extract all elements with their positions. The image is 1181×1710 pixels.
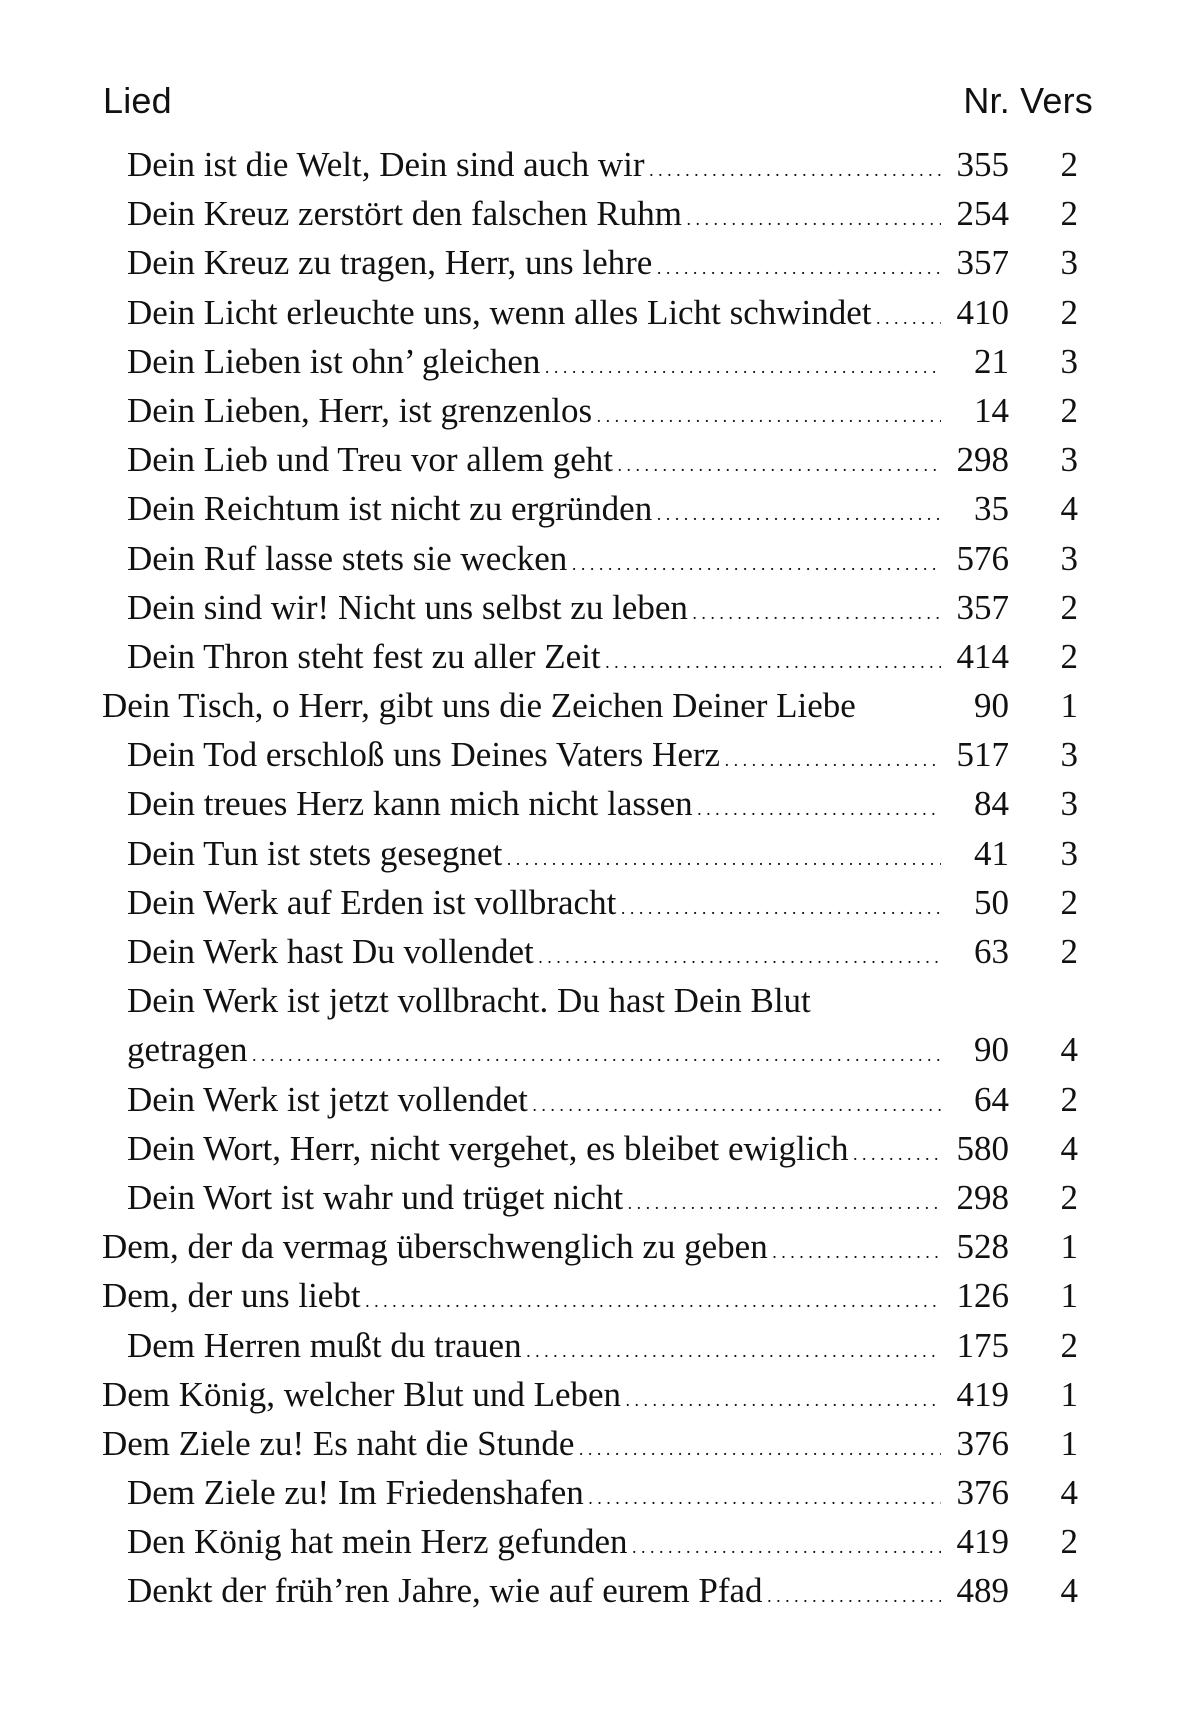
entry-number: 580 (956, 1128, 1009, 1168)
entry-verse: 1 (1060, 1374, 1078, 1414)
entry-verse: 4 (1060, 1128, 1078, 1168)
entry-number: 84 (974, 784, 1009, 824)
index-entry (0, 1321, 1181, 1370)
index-entry (0, 288, 1181, 337)
entry-number: 41 (974, 833, 1009, 873)
index-entry (0, 583, 1181, 632)
entry-verse: 2 (1060, 145, 1078, 184)
entry-number: 355 (956, 145, 1009, 184)
index-entry (0, 1025, 1181, 1074)
index-list (0, 140, 1181, 1616)
index-entry (0, 386, 1181, 435)
entry-verse: 3 (1060, 538, 1078, 578)
entry-verse: 4 (1060, 489, 1078, 529)
index-entry (0, 484, 1181, 533)
index-entry (0, 779, 1181, 828)
entry-number: 414 (956, 636, 1009, 676)
entry-verse: 2 (1060, 587, 1078, 627)
entry-verse: 1 (1060, 1227, 1078, 1267)
entry-title: Dein Lieb und Treu vor allem geht . . . (127, 435, 941, 490)
entry-number: 528 (956, 1227, 1009, 1267)
entry-title: Dein Werk ist jetzt vollendet . . . (127, 1075, 941, 1130)
entry-number: 50 (974, 882, 1009, 922)
entry-verse: 3 (1060, 833, 1078, 873)
index-entry (0, 337, 1181, 386)
entry-number: 489 (956, 1571, 1009, 1611)
entry-verse: 2 (1060, 1079, 1078, 1119)
entry-title: Dem, der uns liebt . . . (102, 1271, 941, 1326)
entry-verse: 3 (1060, 440, 1078, 480)
entry-title: Dein Werk ist jetzt vollbracht. Du hast Dein Blut (127, 981, 811, 1021)
index-entry (0, 1566, 1181, 1615)
entry-verse: 2 (1060, 882, 1078, 922)
index-entry (0, 238, 1181, 287)
entry-number: 517 (956, 735, 1009, 775)
entry-number: 357 (956, 587, 1009, 627)
index-entry (0, 927, 1181, 976)
index-entry (0, 1468, 1181, 1517)
entry-title: Dein Wort, Herr, nicht vergehet, es bleibet ewiglich . . . (127, 1124, 941, 1179)
entry-number: 63 (974, 932, 1009, 971)
index-entry (0, 878, 1181, 927)
index-entry (0, 1271, 1181, 1320)
entry-title: Dein Thron steht fest zu aller Zeit . . . (127, 632, 941, 687)
entry-title: Dem Herren mußt du trauen . . . (127, 1321, 941, 1376)
entry-number: 419 (956, 1374, 1009, 1414)
entry-number: 90 (974, 686, 1009, 726)
entry-verse: 3 (1060, 784, 1078, 824)
index-entry (0, 1419, 1181, 1468)
entry-verse: 2 (1060, 932, 1078, 971)
entry-title: Dein Wort ist wahr und trüget nicht . . . (127, 1173, 941, 1228)
entry-verse: 1 (1060, 1423, 1078, 1463)
entry-title: Dein Lieben ist ohn’ gleichen . . . (127, 337, 941, 392)
entry-title: Dem, der da vermag überschwenglich zu geben . . . (102, 1222, 941, 1277)
entry-verse: 3 (1060, 243, 1078, 283)
index-entry (0, 1517, 1181, 1566)
entry-verse: 4 (1060, 1571, 1078, 1611)
entry-title: Dein sind wir! Nicht uns selbst zu leben . . . (127, 583, 941, 638)
entry-title: Den König hat mein Herz gefunden . . . (127, 1517, 941, 1572)
entry-number: 357 (956, 243, 1009, 283)
entry-title: Dein treues Herz kann mich nicht lassen . . . (127, 779, 941, 834)
index-entry (0, 1173, 1181, 1222)
entry-title: Dein Tun ist stets gesegnet . . . (127, 829, 941, 884)
index-entry (0, 140, 1181, 189)
entry-verse: 3 (1060, 735, 1078, 775)
entry-title: Dem Ziele zu! Es naht die Stunde . . . (102, 1419, 941, 1474)
entry-number: 576 (956, 538, 1009, 578)
entry-verse: 1 (1060, 1276, 1078, 1316)
entry-title: Dem König, welcher Blut und Leben . . . (102, 1370, 941, 1425)
entry-verse: 3 (1060, 341, 1078, 381)
entry-verse: 1 (1060, 686, 1078, 726)
entry-title: Dein Lieben, Herr, ist grenzenlos . . . (127, 386, 941, 441)
entry-number: 376 (956, 1473, 1009, 1513)
entry-title: Dein Werk auf Erden ist vollbracht . . . (127, 878, 941, 933)
entry-verse: 2 (1060, 636, 1078, 676)
entry-number: 64 (974, 1079, 1009, 1119)
entry-number: 14 (974, 390, 1009, 430)
entry-verse: 2 (1060, 1325, 1078, 1365)
index-entry (0, 730, 1181, 779)
entry-title: Denkt der früh’ren Jahre, wie auf eurem Pfad . . . (127, 1566, 941, 1621)
entry-number: 175 (956, 1325, 1009, 1365)
entry-title: Dein ist die Welt, Dein sind auch wir . . . (127, 140, 941, 195)
entry-number: 90 (974, 1030, 1009, 1070)
entry-title: getragen . . . (127, 1025, 941, 1080)
entry-number: 419 (956, 1522, 1009, 1562)
entry-title: Dein Tod erschloß uns Deines Vaters Herz . . . (127, 730, 941, 785)
index-entry (0, 976, 1181, 1025)
entry-verse: 2 (1060, 1522, 1078, 1562)
index-entry (0, 189, 1181, 238)
index-entry (0, 1075, 1181, 1124)
index-entry (0, 1124, 1181, 1173)
entry-verse: 4 (1060, 1473, 1078, 1513)
entry-title: Dein Reichtum ist nicht zu ergründen . . . (127, 484, 941, 539)
entry-title: Dein Kreuz zerstört den falschen Ruhm . . . (127, 189, 941, 244)
entry-title: Dein Tisch, o Herr, gibt uns die Zeichen Deiner Liebe (102, 686, 856, 726)
entry-number: 21 (974, 341, 1009, 381)
column-header-lied: Lied (103, 80, 172, 121)
column-header-nr-vers: Nr. Vers (963, 80, 1093, 121)
entry-title: Dein Ruf lasse stets sie wecken . . . (127, 534, 941, 589)
index-entry (0, 681, 1181, 730)
entry-verse: 2 (1060, 1177, 1078, 1217)
index-entry (0, 1370, 1181, 1419)
index-entry (0, 1222, 1181, 1271)
entry-verse: 2 (1060, 194, 1078, 234)
entry-number: 254 (956, 194, 1009, 234)
index-entry (0, 829, 1181, 878)
entry-title: Dein Kreuz zu tragen, Herr, uns lehre . . . (127, 238, 941, 293)
index-entry (0, 632, 1181, 681)
entry-verse: 2 (1060, 292, 1078, 332)
entry-number: 35 (974, 489, 1009, 529)
entry-number: 298 (956, 440, 1009, 480)
entry-title: Dein Werk hast Du vollendet . . . (127, 927, 941, 982)
index-entry (0, 435, 1181, 484)
entry-verse: 2 (1060, 390, 1078, 430)
index-entry (0, 534, 1181, 583)
entry-number: 410 (956, 292, 1009, 332)
entry-number: 298 (956, 1177, 1009, 1217)
entry-title: Dem Ziele zu! Im Friedenshafen . . . (127, 1468, 941, 1523)
entry-verse: 4 (1060, 1030, 1078, 1070)
entry-number: 376 (956, 1423, 1009, 1463)
entry-title: Dein Licht erleuchte uns, wenn alles Licht schwindet . . . (127, 288, 941, 343)
entry-number: 126 (956, 1276, 1009, 1316)
